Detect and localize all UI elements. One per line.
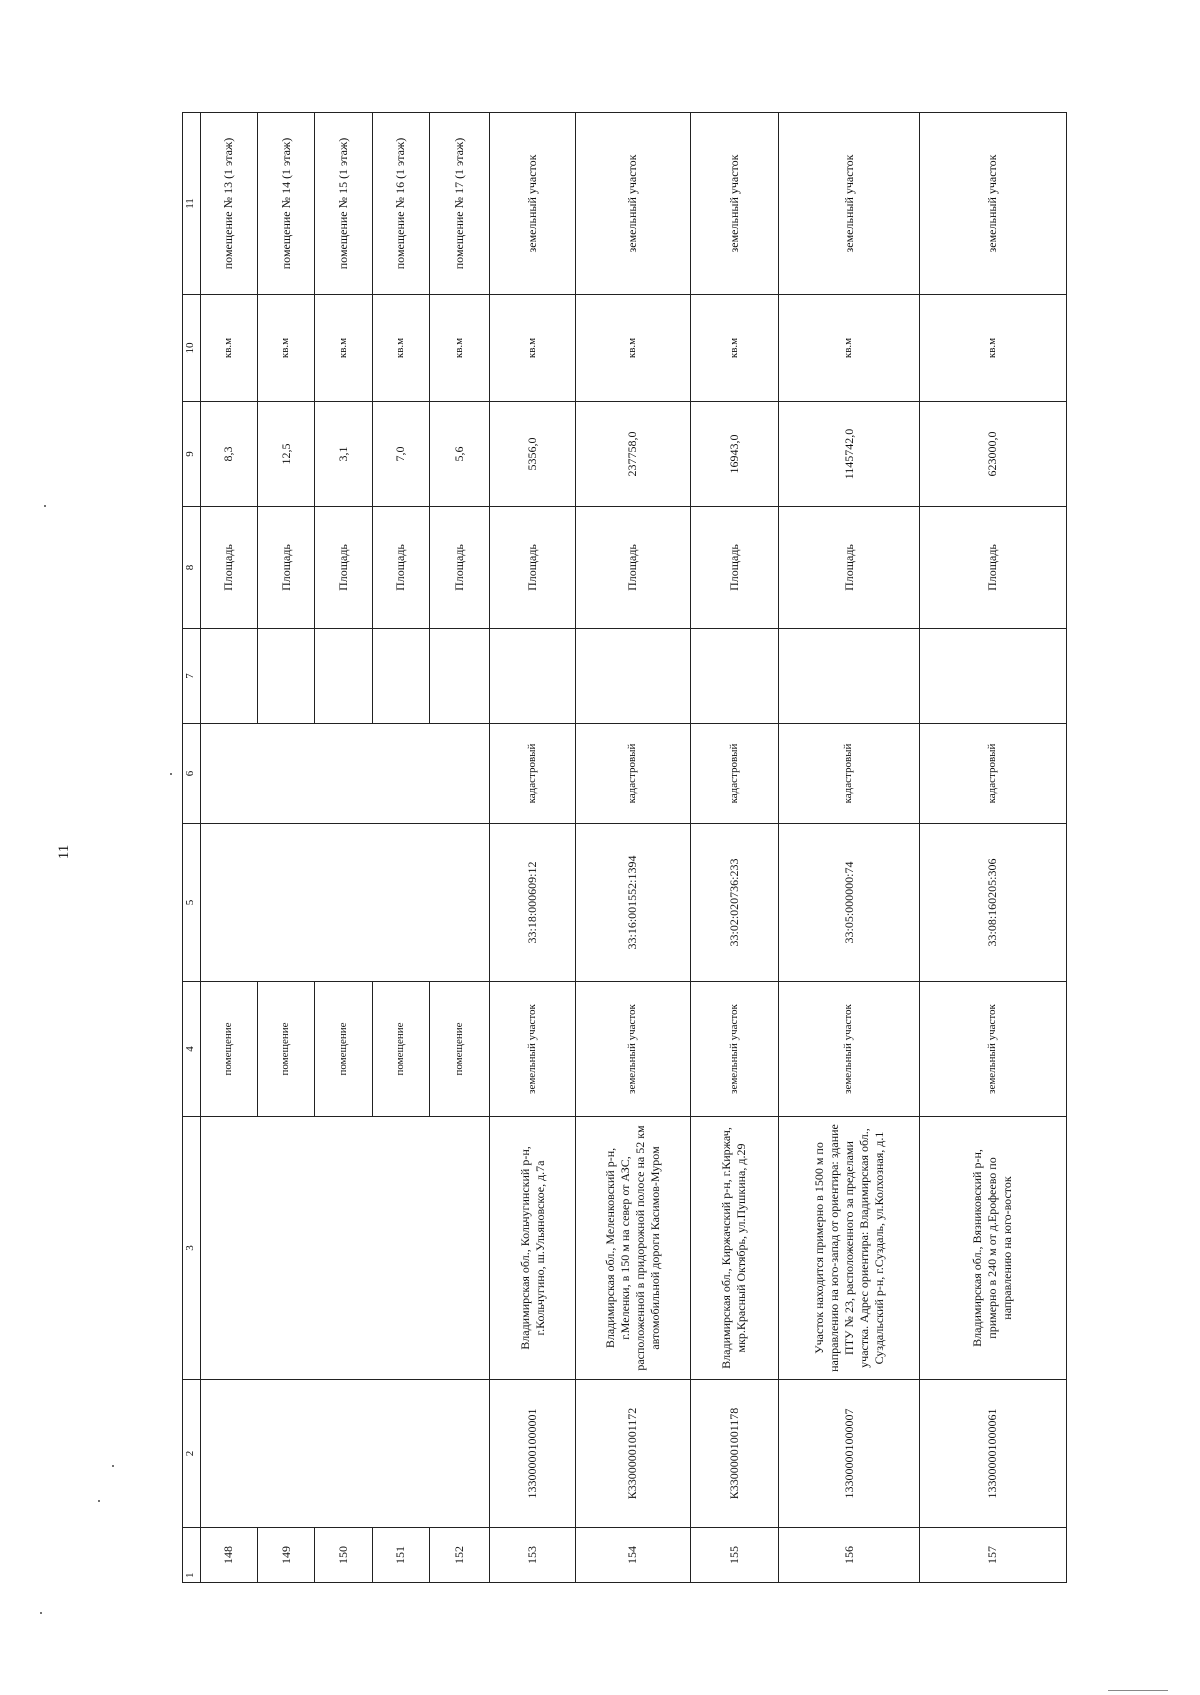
unit: кв.м bbox=[372, 295, 429, 402]
scan-speck bbox=[44, 505, 46, 507]
cadastral-number: 33:08:160205:306 bbox=[919, 824, 1066, 982]
parameter-name: Площадь bbox=[258, 507, 315, 629]
object-name: помещение № 17 (1 этаж) bbox=[430, 113, 490, 295]
object-name: земельный участок bbox=[490, 113, 575, 295]
object-name: земельный участок bbox=[779, 113, 920, 295]
table-row bbox=[490, 113, 575, 1583]
area-value: 237758,0 bbox=[575, 402, 690, 507]
unit: кв.м bbox=[315, 295, 372, 402]
object-type: земельный участок bbox=[490, 982, 575, 1117]
address: Владимирская обл., Кольчугинский р-н, г.Кольчугино, ш.Ульяновское, д.7а bbox=[490, 1117, 575, 1380]
page-number: 11 bbox=[56, 844, 72, 860]
header-col-8: 8 bbox=[183, 507, 201, 629]
number-type: кадастровый bbox=[779, 724, 920, 824]
object-type: земельный участок bbox=[575, 982, 690, 1117]
object-type: земельный участок bbox=[690, 982, 779, 1117]
parameter-name: Площадь bbox=[430, 507, 490, 629]
row-number: 156 bbox=[779, 1528, 920, 1583]
col7-value bbox=[919, 629, 1066, 724]
property-register-table bbox=[182, 112, 1067, 1583]
parameter-name: Площадь bbox=[200, 507, 257, 629]
cadastral-number: 33:18:000609:12 bbox=[490, 824, 575, 982]
area-value: 7,0 bbox=[372, 402, 429, 507]
header-col-6: 6 bbox=[183, 724, 201, 824]
unit: кв.м bbox=[779, 295, 920, 402]
area-value: 8,3 bbox=[200, 402, 257, 507]
table-row bbox=[919, 113, 1066, 1583]
unit: кв.м bbox=[919, 295, 1066, 402]
address: Владимирская обл., Меленковский р-н, г.Меленки, в 150 м на север от АЗС, расположенной в придорожной полосе на 52 км автомобильной дороги Касимов-Муром bbox=[575, 1117, 690, 1380]
inventory-number: 133000001000061 bbox=[919, 1380, 1066, 1528]
row-number: 155 bbox=[690, 1528, 779, 1583]
col7-value bbox=[258, 629, 315, 724]
col7-value bbox=[200, 629, 257, 724]
number-type: кадастровый bbox=[490, 724, 575, 824]
object-type: помещение bbox=[258, 982, 315, 1117]
header-col-5: 5 bbox=[183, 824, 201, 982]
inventory-number: 133000001000007 bbox=[779, 1380, 920, 1528]
col7-value bbox=[490, 629, 575, 724]
scan-speck bbox=[98, 1500, 100, 1502]
scan-speck bbox=[40, 1612, 42, 1614]
row-number: 152 bbox=[430, 1528, 490, 1583]
area-value: 3,1 bbox=[315, 402, 372, 507]
cadastral-number: 33:16:001552:1394 bbox=[575, 824, 690, 982]
object-type: помещение bbox=[315, 982, 372, 1117]
address: Участок находится примерно в 1500 м по направлению на юго-запад от ориентира: здание ПТУ № 23, расположенного за пределами участка. Адрес ориентира: Владимирская обл., Суздальский р-н, г.Суздаль, ул.Колхозная, д.1 bbox=[779, 1117, 920, 1380]
area-value: 16943,0 bbox=[690, 402, 779, 507]
header-col-10: 10 bbox=[183, 295, 201, 402]
object-type: земельный участок bbox=[919, 982, 1066, 1117]
unit: кв.м bbox=[490, 295, 575, 402]
number-type: кадастровый bbox=[919, 724, 1066, 824]
unit: кв.м bbox=[258, 295, 315, 402]
col7-value bbox=[690, 629, 779, 724]
cadastral-number: 33:05:000000:74 bbox=[779, 824, 920, 982]
parameter-name: Площадь bbox=[919, 507, 1066, 629]
object-name: земельный участок bbox=[690, 113, 779, 295]
number-type: кадастровый bbox=[575, 724, 690, 824]
header-col-11: 11 bbox=[183, 113, 201, 295]
unit: кв.м bbox=[575, 295, 690, 402]
unit: кв.м bbox=[430, 295, 490, 402]
object-type: земельный участок bbox=[779, 982, 920, 1117]
table-row bbox=[690, 113, 779, 1583]
header-col-4: 4 bbox=[183, 982, 201, 1117]
cadastral-number bbox=[200, 824, 490, 982]
row-number: 154 bbox=[575, 1528, 690, 1583]
area-value: 623000,0 bbox=[919, 402, 1066, 507]
table-row bbox=[779, 113, 920, 1583]
unit: кв.м bbox=[690, 295, 779, 402]
area-value: 1145742,0 bbox=[779, 402, 920, 507]
inventory-number: 133000001000001 bbox=[490, 1380, 575, 1528]
header-col-3: 3 bbox=[183, 1117, 201, 1380]
object-name: помещение № 15 (1 этаж) bbox=[315, 113, 372, 295]
parameter-name: Площадь bbox=[490, 507, 575, 629]
col7-value bbox=[575, 629, 690, 724]
object-type: помещение bbox=[372, 982, 429, 1117]
address bbox=[200, 1117, 490, 1380]
parameter-name: Площадь bbox=[575, 507, 690, 629]
header-col-2: 2 bbox=[183, 1380, 201, 1528]
row-number: 151 bbox=[372, 1528, 429, 1583]
parameter-name: Площадь bbox=[372, 507, 429, 629]
inventory-number bbox=[200, 1380, 490, 1528]
object-name: помещение № 14 (1 этаж) bbox=[258, 113, 315, 295]
object-name: земельный участок bbox=[575, 113, 690, 295]
area-value: 12,5 bbox=[258, 402, 315, 507]
header-col-9: 9 bbox=[183, 402, 201, 507]
col7-value bbox=[372, 629, 429, 724]
row-number: 157 bbox=[919, 1528, 1066, 1583]
unit: кв.м bbox=[200, 295, 257, 402]
header-row bbox=[183, 113, 201, 1583]
area-value: 5,6 bbox=[430, 402, 490, 507]
address: Владимирская обл., Вязниковский р-н, примерно в 240 м от д.Ерофеево по направлению на юго-восток bbox=[919, 1117, 1066, 1380]
scan-edge-line bbox=[1108, 1690, 1168, 1691]
number-type bbox=[200, 724, 490, 824]
area-value: 5356,0 bbox=[490, 402, 575, 507]
table-row bbox=[575, 113, 690, 1583]
col7-value bbox=[315, 629, 372, 724]
address: Владимирская обл., Киржачский р-н, г.Киржач, мкр.Красный Октябрь, ул.Пушкина, д.29 bbox=[690, 1117, 779, 1380]
scan-speck bbox=[112, 1465, 114, 1467]
col7-value bbox=[430, 629, 490, 724]
scan-speck bbox=[170, 773, 172, 775]
row-number: 148 bbox=[200, 1528, 257, 1583]
object-type: помещение bbox=[200, 982, 257, 1117]
object-name: помещение № 13 (1 этаж) bbox=[200, 113, 257, 295]
col7-value bbox=[779, 629, 920, 724]
header-col-7: 7 bbox=[183, 629, 201, 724]
object-type: помещение bbox=[430, 982, 490, 1117]
object-name: земельный участок bbox=[919, 113, 1066, 295]
parameter-name: Площадь bbox=[690, 507, 779, 629]
inventory-number: К33000001001172 bbox=[575, 1380, 690, 1528]
parameter-name: Площадь bbox=[779, 507, 920, 629]
object-name: помещение № 16 (1 этаж) bbox=[372, 113, 429, 295]
inventory-number: К33000001001178 bbox=[690, 1380, 779, 1528]
number-type: кадастровый bbox=[690, 724, 779, 824]
cadastral-number: 33:02:020736:233 bbox=[690, 824, 779, 982]
header-col-1: 1 bbox=[183, 1528, 201, 1583]
rotated-register-table bbox=[182, 113, 1067, 1583]
parameter-name: Площадь bbox=[315, 507, 372, 629]
row-number: 150 bbox=[315, 1528, 372, 1583]
row-number: 153 bbox=[490, 1528, 575, 1583]
row-number: 149 bbox=[258, 1528, 315, 1583]
table-row bbox=[200, 113, 257, 1583]
